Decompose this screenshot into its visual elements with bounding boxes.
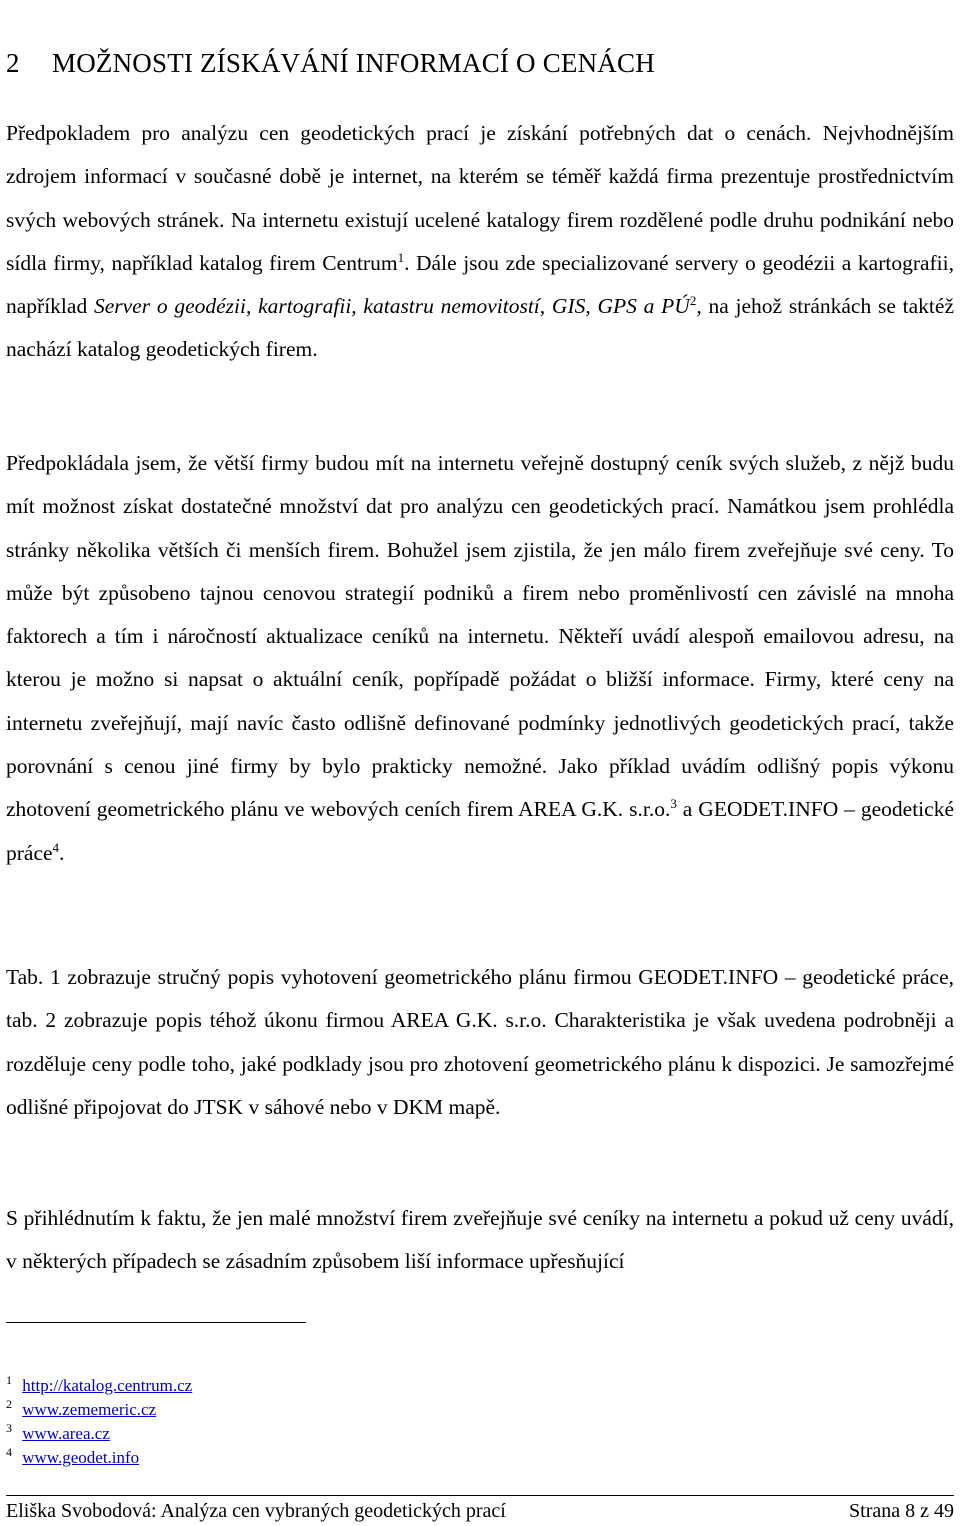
footnote-4: $^4$ www.geodet.info [6, 1445, 140, 1467]
footnote-3: $^3$ www.area.cz [6, 1421, 110, 1443]
footer-author-title: Eliška Svobodová: Analýza cen vybraných geodetických prací [6, 1500, 506, 1522]
footnote-separator [6, 1322, 306, 1323]
footnote-ref-2: 2 [689, 293, 697, 309]
footnote-1: $^1$ http://katalog.centrum.cz [6, 1373, 193, 1395]
footnote-ref-1: 1 [397, 249, 405, 265]
footnote-link[interactable]: http://katalog.centrum.cz [22, 1376, 193, 1395]
paragraph-2 [6, 442, 954, 875]
paragraph-2-text-a: Předpokládala jsem, že větší firmy budou mít na internetu veřejně dostupný ceník svých služeb, z nějž budu mít možnost získat dostatečné množství dat pro analýzu cen geodetických prací. Namátkou jsem prohlédla stránky několika větších či menších firem. Bohužel jsem zjistila, že jen málo firem zveřejňuje své ceny. To může být způsobeno tajnou cenovou strategií podniků a firem nebo proměnlivostí cen závislé na mnoha faktorech a tím i náročností aktualizace ceníků na internetu. Někteří uvádí alespoň emailovou adresu, na kterou je možno si napsat o aktuální ceník, popřípadě požádat o bližší informace. Firmy, které ceny na internetu zveřejňují, mají navíc často odlišně definované podmínky jednotlivých geodetických prací, takže porovnání s cenou jiné firmy by bylo prakticky nemožné. Jako příklad uvádím odlišný popis výkonu zhotovení geometrického plánu ve webových ceních firem AREA G.K. s.r.o. [6, 451, 954, 822]
page-number: Strana 8 z 49 [849, 1500, 954, 1522]
page-footer [6, 1498, 954, 1524]
paragraph-1-text-c: , na jehož stránkách se taktéž nachází katalog geodetických firem. [6, 294, 954, 362]
footer-separator [6, 1495, 954, 1496]
paragraph-1-text-a: Předpokladem pro analýzu cen geodetických prací je získání potřebných dat o cenách. Nejvhodnějším zdrojem informací v současné době je internet, na kterém se téměř každá firma prezentuje prostřednictvím svých webových stránek. Na internetu existují ucelené katalogy firem rozdělené podle druhu podnikání nebo sídla firmy, například katalog firem Centrum [6, 121, 954, 275]
server-name-italic: Server o geodézii, kartografii, katastru nemovitostí, GIS, GPS a PÚ [93, 294, 690, 319]
chapter-number: 2 [6, 48, 20, 79]
footnote-2: $^2$ www.zememeric.cz [6, 1397, 157, 1419]
chapter-title: MOŽNOSTI ZÍSKÁVÁNÍ INFORMACÍ O CENÁCH [52, 48, 655, 79]
chapter-heading [6, 48, 655, 79]
paragraph-3: Tab. 1 zobrazuje stručný popis vyhotovení geometrického plánu firmou GEODET.INFO – geodetické práce, tab. 2 zobrazuje popis téhož úkonu firmou AREA G.K. s.r.o. Charakteristika je však uvedena podrobněji a rozděluje ceny podle toho, jaké podklady jsou pro zhotovení geometrického plánu k dispozici. Je samozřejmé odlišné připojovat do JTSK v sáhové nebo v DKM mapě. [6, 965, 954, 1119]
paragraph-1-text-b: . Dále jsou zde specializované servery o geodézii a kartografii, například [6, 250, 955, 319]
footnote-link[interactable]: www.zememeric.cz [22, 1400, 157, 1419]
paragraph-2-text-c: . [59, 840, 65, 865]
paragraph-1 [6, 112, 954, 372]
footnotes [6, 1374, 192, 1470]
paragraph-2-text-b: a GEODET.INFO – geodetické práce [6, 797, 954, 865]
footnote-ref-4: 4 [52, 839, 60, 855]
footnote-ref-3: 3 [670, 796, 677, 812]
footnote-link[interactable]: www.area.cz [22, 1424, 110, 1443]
footnote-link[interactable]: www.geodet.info [22, 1448, 140, 1467]
paragraph-4: S přihlédnutím k faktu, že jen malé množství firem zveřejňuje své ceníky na internetu a pokud už ceny uvádí, v některých případech se zásadním způsobem liší informace upřesňující [6, 1206, 954, 1274]
